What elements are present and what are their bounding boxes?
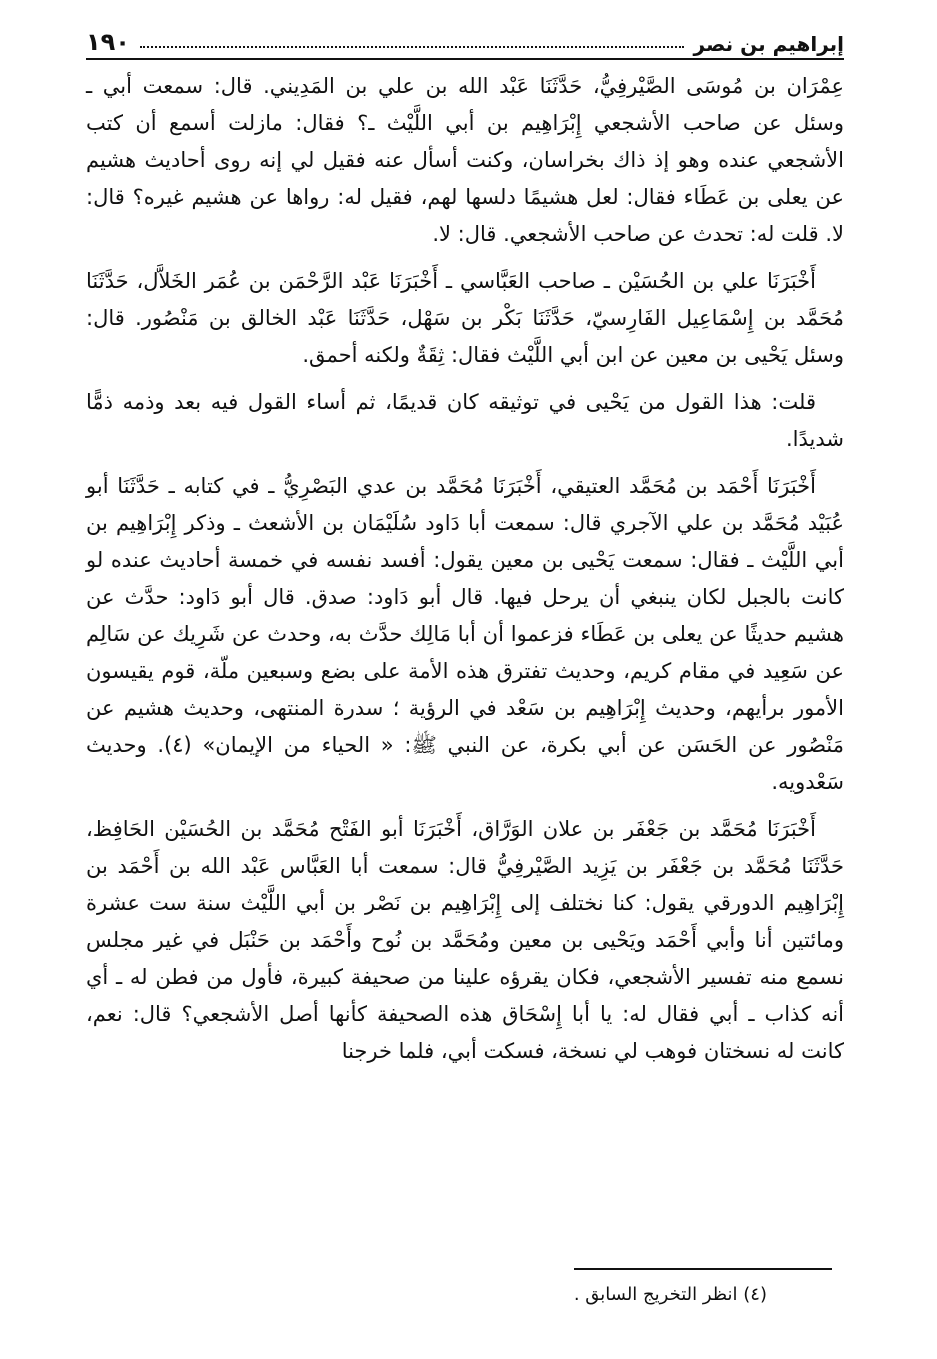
footnote-divider [574,1268,832,1270]
paragraph-2: أَخْبَرَنَا علي بن الحُسَيْن ـ صاحب العَبَّاسي ـ أَخْبَرَنَا عَبْد الرَّحْمَن بن عُمَر الخَلاَّل، حَدَّثَنَا مُحَمَّد بن إِسْمَاعِيل الفَارِسيّ، حَدَّثَنَا بَكْر بن سَهْل، حَدَّثَنَا عَبْد الخالق بن مَنْصُور. قال: وسئل يَحْيى بن معين عن ابن أبي اللَّيْث فقال: ثِقَةٌ ولكنه أحمق. [86,269,844,367]
paragraph-1: عِمْرَان بن مُوسَى الصَّيْرفِيُّ، حَدَّثَنَا عَبْد الله بن علي بن المَدِيني. قال: سمعت أبي ـ وسئل عن صاحب الأشجعي إِبْرَاهِيم بن أبي اللَّيْث ـ؟ فقال: مازلت أسمع أن كتب الأشجعي عنده وهو إذ ذاك بخراسان، وكنت أسأل عنه فقيل لي إنه روى أحاديث هشيم عن يعلى بن عَطَاء فقال: لعل هشيمًا دلسها لهم، فقيل له: رواها عن هشيم غيره؟ قال: لا. قلت له: تحدث عن صاحب الأشجعي. قال: لا. [86,74,844,246]
book-page [86,22,844,1080]
page-header [86,22,844,60]
dotted-leader [140,46,684,48]
body-text [86,68,844,1070]
paragraph-5: أَخْبَرَنَا مُحَمَّد بن جَعْفَر بن علان الوَرَّاق، أَخْبَرَنَا أبو الفَتْح مُحَمَّد بن الحُسَيْن الحَافِظ، حَدَّثَنَا مُحَمَّد بن جَعْفَر بن يَزِيد الصَّيْرفِيُّ قال: سمعت أبا العَبَّاس عَبْد الله بن أَحْمَد بن إِبْرَاهِيم الدورقي يقول: كنا نختلف إلى إِبْرَاهِيم بن نَصْر بن أبي اللَّيْث سنة ست عشرة ومائتين أنا وأبي أَحْمَد ويَحْيى بن معين ومُحَمَّد بن نُوح وأَحْمَد بن حَنْبَل في غير مجلس نسمع منه تفسير الأشجعي، فكان يقرؤه علينا من صحيفة كبيرة، فأول من فطن له ـ أي أنه كذاب ـ أبي فقال له: يا أبا إِسْحَاق هذه الصحيفة كأنها أصل الأشجعي؟ قال: نعم، كانت له نسختان فوهب لي نسخة، فسكت أبي، فلما خرجنا [86,817,844,1063]
paragraph-3: قلت: هذا القول من يَحْيى في توثيقه كان قديمًا، ثم أساء القول فيه بعد وذمه ذمًّا شديدًا. [86,390,844,451]
running-title: إبراهيم بن نصر [693,32,844,56]
page-number: ١٩٠ [86,28,130,56]
paragraph-4: أَخْبَرَنَا أَحْمَد بن مُحَمَّد العتيقي، أَخْبَرَنَا مُحَمَّد بن عدي البَصْرِيُّ ـ في كتابه ـ حَدَّثَنَا أبو عُبَيْد مُحَمَّد بن علي الآجري قال: سمعت أبا دَاود سُلَيْمَان بن الأشعث ـ وذكر إِبْرَاهِيم بن أبي اللَّيْث ـ فقال: سمعت يَحْيى بن معين يقول: أفسد نفسه في خمسة أحاديث عنده لو كانت بالجبل لكان ينبغي أن يرحل فيها. قال أبو دَاود: صدق. قال أبو دَاود: حدَّث عن هشيم حديثًا عن يعلى بن عَطَاء فزعموا أن أبا مَالِك حدَّث به، وحدث عن شَرِيك عن سَالِم عن سَعِيد في مقام كريم، وحديث تفترق هذه الأمة على بضع وسبعين ملّة، قوم يقيسون الأمور برأيهم، وحديث إِبْرَاهِيم بن سَعْد في الرؤية ؛ سدرة المنتهى، وحديث هشيم عن مَنْصُور عن الحَسَن عن أبي بكرة، عن النبي ﷺ: « الحياء من الإيمان» (٤). وحديث سَعْدويه. [86,474,845,794]
footnote: (٤) انظر التخريج السابق . [573,1284,767,1305]
